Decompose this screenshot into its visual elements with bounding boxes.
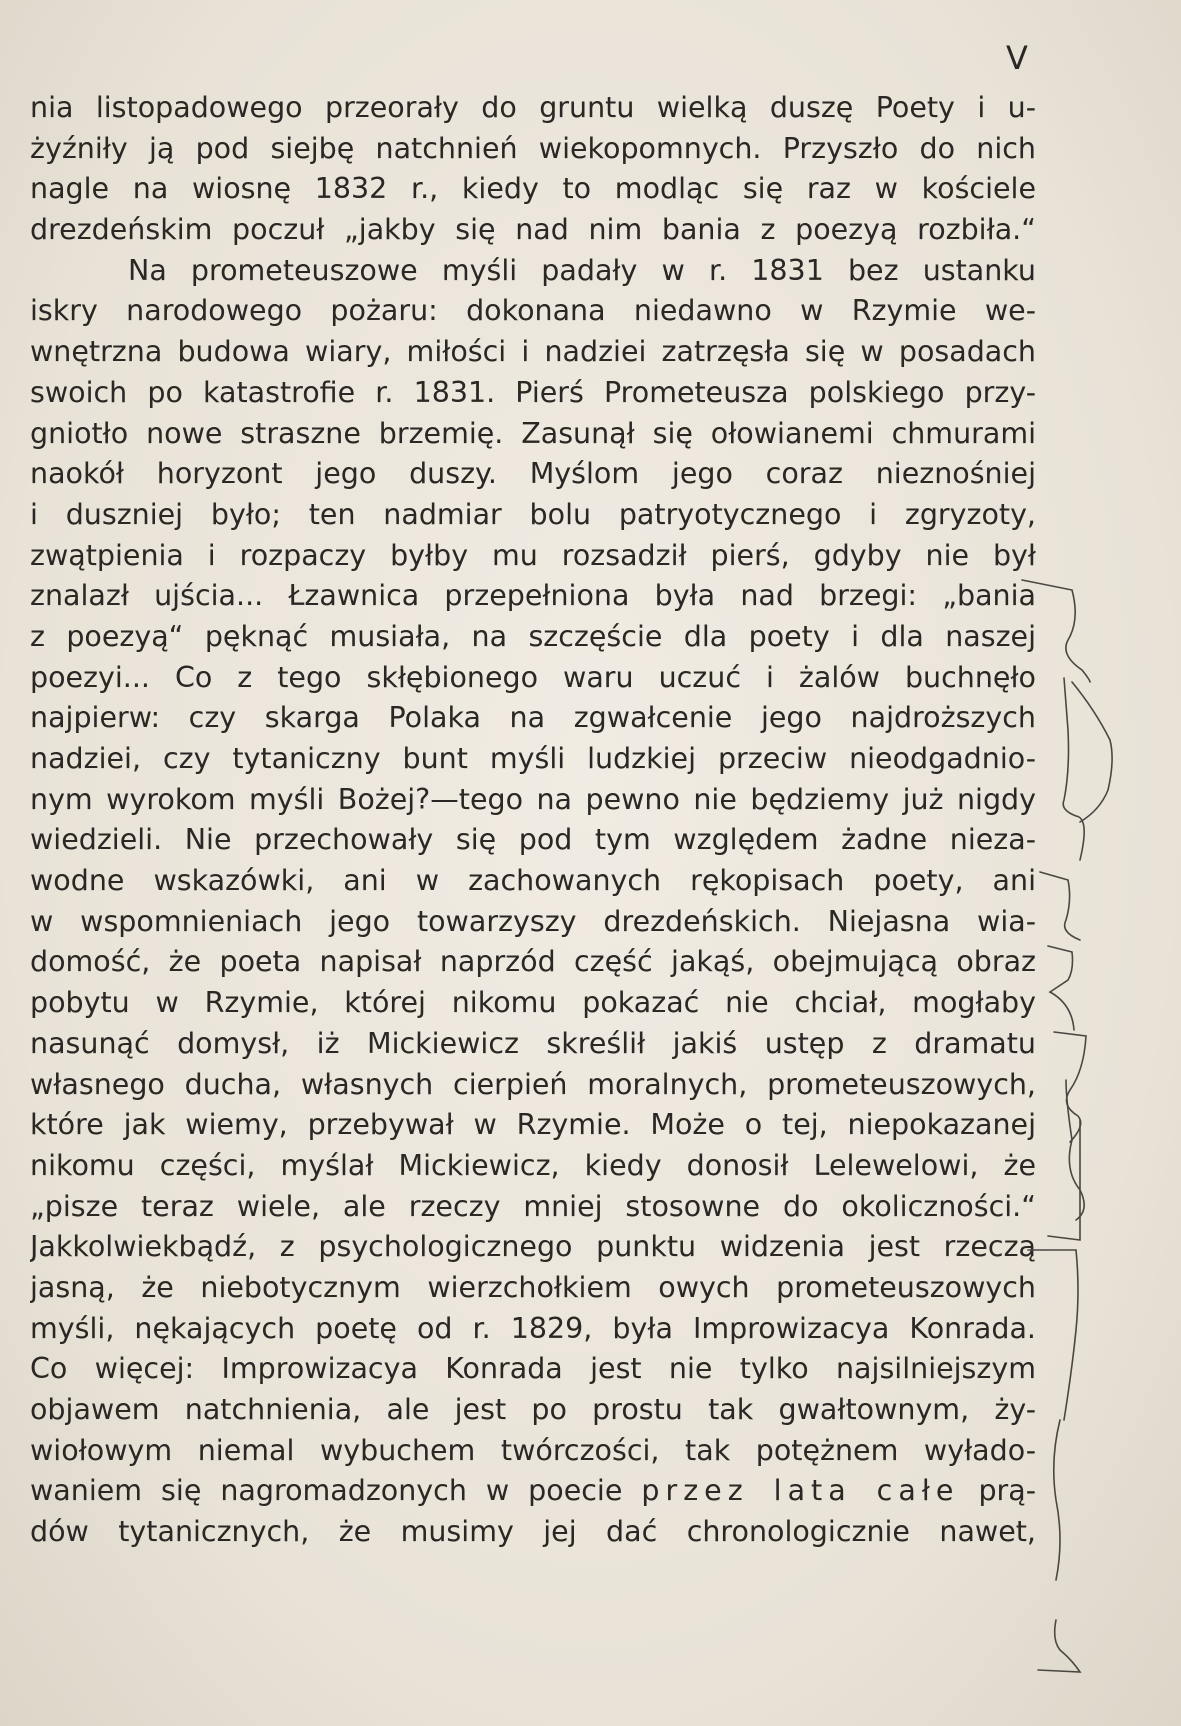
- text-line: naokół horyzont jego duszy. Myślom jego coraz nieznośniej: [30, 457, 1036, 491]
- text-segment: waniem się nagromadzonych w poecie: [30, 1474, 623, 1508]
- text-line: wiołowym niemal wybuchem twórczości, tak potężnem wyłado-: [30, 1433, 1036, 1467]
- text-line: znalazł ujścia... Łzawnica przepełniona była nad brzegi: „bania: [30, 579, 1036, 613]
- text-line: żyźniły ją pod siejbę natchnień wiekopomnych. Przyszło do nich: [30, 131, 1036, 165]
- text-line: nadziei, czy tytaniczny bunt myśli ludzkiej przeciw nieodgadnio-: [30, 742, 1036, 775]
- text-line-spaced: [30, 1471, 1036, 1512]
- text-line: wodne wskazówki, ani w zachowanych rękopisach poety, ani: [30, 864, 1036, 898]
- text-line: objawem natchnienia, ale jest po prostu tak gwałtownym, ży-: [30, 1393, 1036, 1426]
- text-line: dów tytanicznych, że musimy jej dać chronologicznie nawet,: [30, 1515, 1036, 1549]
- text-line: jasną, że niebotycznym wierzchołkiem owych prometeuszowych: [30, 1270, 1036, 1304]
- margin-pencil-marks: [1020, 560, 1120, 1710]
- margin-bracket-mark: [1048, 946, 1074, 1030]
- margin-bracket-mark: [1038, 1620, 1080, 1672]
- body-text: [30, 88, 1036, 1553]
- margin-bracket-mark: [1063, 678, 1084, 860]
- text-line: domość, że poeta napisał naprzód część jakąś, obejmującą obraz: [30, 945, 1036, 979]
- margin-bracket-mark: [1040, 872, 1080, 940]
- text-line: poezyi... Co z tego skłębionego waru uczuć i żalów buchnęło: [30, 660, 1036, 694]
- text-line: Co więcej: Improwizacya Konrada jest nie tylko najsilniejszym: [30, 1352, 1036, 1386]
- margin-bracket-mark: [1072, 682, 1112, 822]
- text-line: w wspomnieniach jego towarzyszy drezdeńskich. Niejasna wia-: [30, 904, 1036, 938]
- text-line: Jakkolwiekbądź, z psychologicznego punktu widzenia jest rzeczą: [30, 1230, 1036, 1264]
- margin-bracket-mark: [1066, 1080, 1084, 1220]
- text-line: myśli, nękających poetę od r. 1829, była Improwizacya Konrada.: [30, 1311, 1036, 1345]
- text-line: nia listopadowego przeorały do gruntu wielką duszę Poety i u-: [30, 91, 1036, 124]
- text-line: wiedzieli. Nie przechowały się pod tym względem żadne nieza-: [30, 823, 1036, 857]
- text-line: nikomu części, myślał Mickiewicz, kiedy donosił Lelewelowi, że: [30, 1148, 1036, 1182]
- spaced-emphasis: przez lata całe: [641, 1474, 960, 1508]
- text-line: i duszniej było; ten nadmiar bolu patryotycznego i zgryzoty,: [30, 497, 1036, 531]
- text-line: nym wyrokom myśli Bożej?—tego na pewno nie będziemy już nigdy: [30, 782, 1036, 816]
- text-line: iskry narodowego pożaru: dokonana niedawno w Rzymie we-: [30, 294, 1036, 328]
- text-line: swoich po katastrofie r. 1831. Pierś Prometeusza polskiego przy-: [30, 375, 1036, 409]
- margin-bracket-mark: [1048, 1120, 1080, 1240]
- text-line: nasunąć domysł, iż Mickiewicz skreślił jakiś ustęp z dramatu: [30, 1026, 1036, 1060]
- text-line: własnego ducha, własnych cierpień moralnych, prometeuszowych,: [30, 1067, 1036, 1101]
- text-line: pobytu w Rzymie, której nikomu pokazać nie chciał, mogłaby: [30, 986, 1036, 1020]
- paragraph-start-line: Na prometeuszowe myśli padały w r. 1831 bez ustanku: [128, 253, 1036, 287]
- text-line: drezdeńskim poczuł „jakby się nad nim bania z poezyą rozbiła.“: [30, 213, 1036, 247]
- page-number: V: [1006, 39, 1028, 77]
- margin-bracket-mark: [1028, 1250, 1078, 1420]
- text-line: zwątpienia i rozpaczy byłby mu rozsadził pierś, gdyby nie był: [30, 538, 1036, 572]
- text-line: nagle na wiosnę 1832 r., kiedy to modląc się raz w kościele: [30, 172, 1036, 206]
- text-line: „pisze teraz wiele, ale rzeczy mniej stosowne do okoliczności.“: [30, 1189, 1036, 1223]
- text-line: które jak wiemy, przebywał w Rzymie. Może o tej, niepokazanej: [30, 1108, 1036, 1142]
- text-line: z poezyą“ pęknąć musiała, na szczęście dla poety i dla naszej: [30, 619, 1036, 653]
- margin-bracket-mark: [1054, 1420, 1060, 1580]
- text-line: gniotło nowe straszne brzemię. Zasunął się ołowianemi chmurami: [30, 416, 1036, 450]
- text-line: najpierw: czy skarga Polaka na zgwałcenie jego najdroższych: [30, 701, 1036, 735]
- text-line: wnętrzna budowa wiary, miłości i nadziei zatrzęsła się w posadach: [30, 335, 1036, 369]
- text-segment: prą-: [978, 1474, 1036, 1508]
- margin-bracket-mark: [1022, 580, 1090, 682]
